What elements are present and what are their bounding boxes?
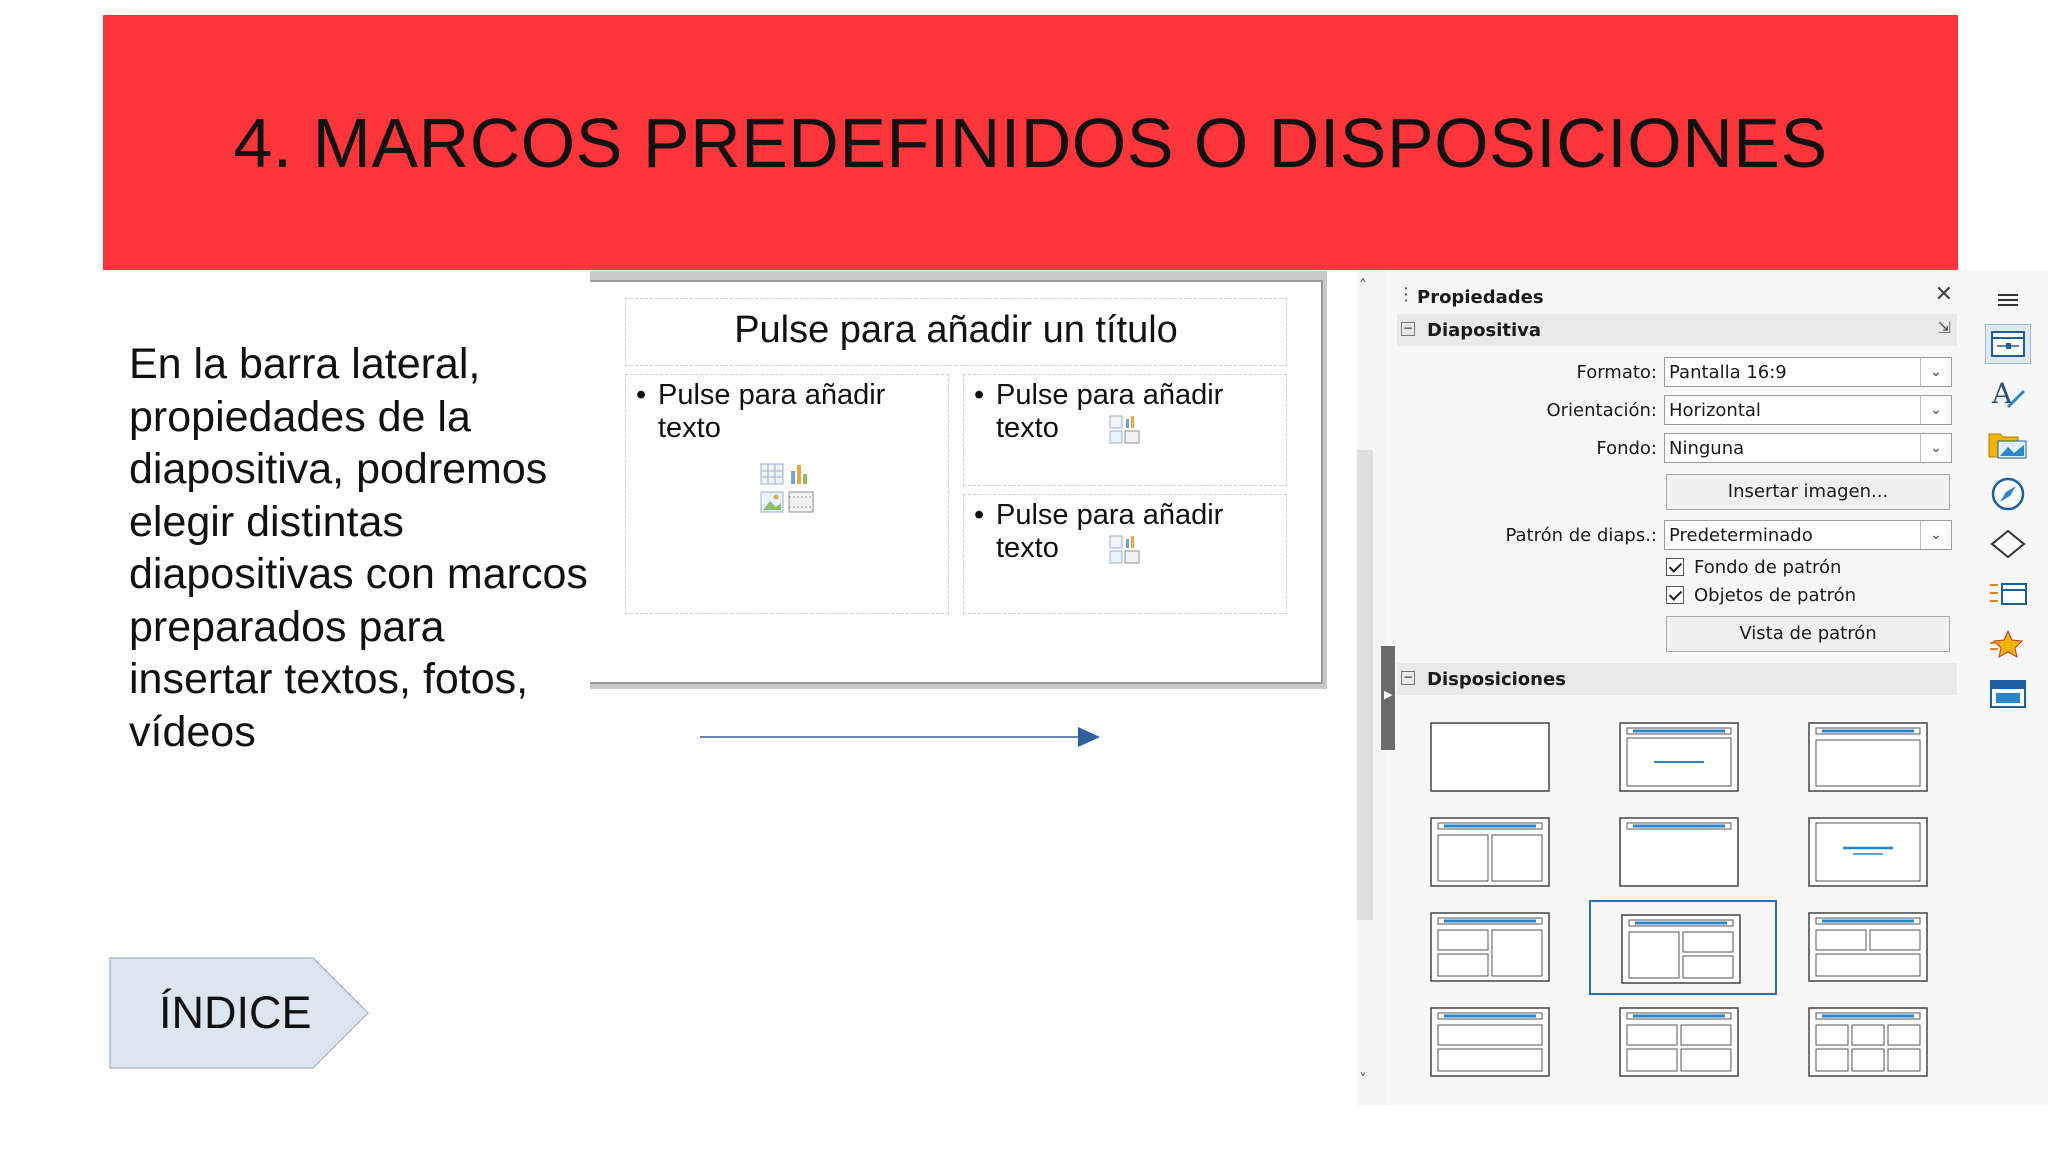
orientation-dropdown[interactable] xyxy=(1664,395,1952,425)
slide-title: 4. MARCOS PREDEFINIDOS O DISPOSICIONES xyxy=(233,103,1828,182)
master-slides-icon[interactable] xyxy=(1985,674,2031,714)
sidebar-menu-icon[interactable] xyxy=(1985,280,2031,320)
chevron-down-icon[interactable]: ⌄ xyxy=(1920,521,1951,549)
insert-image-button[interactable]: Insertar imagen... xyxy=(1666,474,1950,510)
orientation-value: Horizontal xyxy=(1669,400,1761,421)
collapse-toggle-icon[interactable]: − xyxy=(1402,321,1414,335)
scroll-up-icon[interactable]: ˄ xyxy=(1359,276,1367,295)
chevron-down-icon[interactable]: ⌄ xyxy=(1920,358,1951,386)
master-background-checkbox[interactable] xyxy=(1666,557,1841,578)
properties-panel xyxy=(1397,270,1967,1105)
layouts-section-header[interactable] xyxy=(1397,663,1957,695)
slide-section-label: Diapositiva xyxy=(1427,320,1542,341)
chevron-down-icon[interactable]: ⌄ xyxy=(1920,434,1951,462)
title-banner xyxy=(103,15,1958,270)
layout-title-2content-left-and-content[interactable] xyxy=(1400,900,1588,995)
index-button-label: ÍNDICE xyxy=(159,987,312,1038)
master-slide-dropdown[interactable] xyxy=(1664,520,1952,550)
master-slide-value: Predeterminado xyxy=(1669,525,1813,546)
text-placeholder-left-text: Pulse para añadir texto xyxy=(658,379,886,444)
slide-body-text: En la barra lateral, propiedades de la diapositiva, podremos elegir distintas diapositivas con marcos preparados para insertar textos, fotos, vídeos xyxy=(129,340,588,756)
title-placeholder-text: Pulse para añadir un título xyxy=(734,309,1178,351)
animation-icon[interactable] xyxy=(1985,574,2031,614)
gallery-icon[interactable] xyxy=(1985,424,2031,464)
layout-title-6-content[interactable] xyxy=(1778,995,1966,1090)
text-placeholder-bottom-right[interactable] xyxy=(963,494,1287,614)
bullet-dot: • xyxy=(974,379,985,411)
bullet-dot: • xyxy=(636,379,647,411)
insert-object-small-icon[interactable] xyxy=(1109,415,1141,445)
sidebar xyxy=(1357,270,2048,1105)
pointer-arrow xyxy=(700,722,1100,752)
close-icon[interactable]: ✕ xyxy=(1934,282,1953,307)
checkbox-checked-icon[interactable] xyxy=(1666,558,1684,576)
layout-title-content-and-2content[interactable] xyxy=(1589,900,1777,995)
slide-transition-icon[interactable] xyxy=(1985,624,2031,664)
background-value: Ninguna xyxy=(1669,438,1745,459)
layout-title-4-content[interactable] xyxy=(1589,995,1777,1090)
checkbox-checked-icon[interactable] xyxy=(1666,586,1684,604)
background-label: Fondo: xyxy=(1596,438,1657,459)
format-dropdown[interactable] xyxy=(1664,357,1952,387)
layout-blank[interactable] xyxy=(1400,710,1588,805)
master-background-label: Fondo de patrón xyxy=(1694,557,1842,578)
format-label: Formato: xyxy=(1576,362,1657,383)
master-objects-label: Objetos de patrón xyxy=(1694,585,1856,606)
index-button[interactable] xyxy=(109,957,370,1069)
chevron-down-icon[interactable]: ⌄ xyxy=(1920,396,1951,424)
master-view-button[interactable]: Vista de patrón xyxy=(1666,616,1950,652)
layout-title-content[interactable] xyxy=(1778,710,1966,805)
more-options-icon[interactable]: ⇲ xyxy=(1937,318,1951,337)
styles-icon[interactable] xyxy=(1985,374,2031,414)
navigator-icon[interactable] xyxy=(1985,474,2031,514)
layout-title-2content-over-content[interactable] xyxy=(1778,900,1966,995)
drag-grip-icon[interactable]: ⋮ xyxy=(1397,284,1415,305)
format-value: Pantalla 16:9 xyxy=(1669,362,1787,383)
slide-preview[interactable] xyxy=(590,280,1323,684)
layouts-section-label: Disposiciones xyxy=(1427,669,1566,690)
collapse-arrow-icon: ▶ xyxy=(1384,688,1393,701)
scrollbar-thumb[interactable] xyxy=(1357,450,1373,920)
bullet-dot: • xyxy=(974,499,985,531)
text-placeholder-bottom-right-text: Pulse para añadir texto xyxy=(996,499,1224,564)
background-dropdown[interactable] xyxy=(1664,433,1952,463)
sidebar-tab-bar xyxy=(1967,270,2048,1105)
sidebar-collapse-handle[interactable] xyxy=(1381,646,1395,750)
layout-title-two-content[interactable] xyxy=(1400,805,1588,900)
layout-title-content-over-content[interactable] xyxy=(1400,995,1588,1090)
title-placeholder[interactable] xyxy=(625,298,1287,366)
text-placeholder-left[interactable] xyxy=(625,374,949,614)
layout-title-only-centered[interactable] xyxy=(1589,710,1777,805)
text-placeholder-top-right[interactable] xyxy=(963,374,1287,486)
insert-object-small-icon[interactable] xyxy=(1109,535,1141,565)
master-slide-label: Patrón de diaps.: xyxy=(1505,525,1657,546)
insert-object-icons[interactable] xyxy=(760,463,816,517)
slide-section-header[interactable] xyxy=(1397,314,1957,346)
properties-icon[interactable] xyxy=(1985,324,2031,364)
scroll-down-icon[interactable]: ˅ xyxy=(1359,1070,1367,1089)
orientation-label: Orientación: xyxy=(1546,400,1657,421)
properties-header xyxy=(1397,282,1957,312)
text-placeholder-top-right-text: Pulse para añadir texto xyxy=(996,379,1224,444)
svg-text:A: A xyxy=(1992,377,2013,410)
shapes-icon[interactable] xyxy=(1985,524,2031,564)
master-objects-checkbox[interactable] xyxy=(1666,585,1856,606)
collapse-toggle-icon[interactable]: − xyxy=(1402,670,1414,684)
layout-centered-text[interactable] xyxy=(1778,805,1966,900)
properties-title: Propiedades xyxy=(1417,287,1544,308)
layout-title-only[interactable] xyxy=(1589,805,1777,900)
